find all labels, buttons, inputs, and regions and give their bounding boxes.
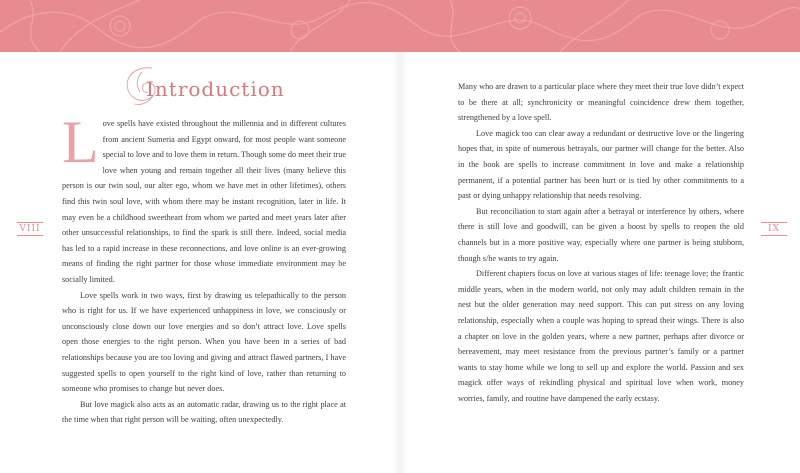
body-text-column bbox=[458, 79, 744, 406]
paragraph: But reconciliation to start again after a betrayal or interference by others, where there is still love and goodwill, can be given a boost by spells to reopen the old channels but in a more positive way, especially where one partner is being stubborn, though s/he wants to try again. bbox=[458, 206, 744, 263]
floral-pattern-ornament bbox=[0, 0, 800, 52]
chapter-heading bbox=[120, 64, 320, 108]
paragraph: Many who are drawn to a particular place where they meet their true love didn’t expect to be there at all; synchronicity or meaningful coincidence drew them together, strengthened by a love spell. bbox=[458, 82, 744, 123]
paragraph bbox=[62, 109, 346, 288]
left-page bbox=[0, 52, 400, 473]
decorative-header-banner bbox=[0, 0, 800, 52]
page-number-right: IX bbox=[760, 222, 788, 236]
right-page bbox=[400, 52, 800, 473]
body-text-column bbox=[62, 109, 346, 428]
drop-cap: L bbox=[62, 109, 99, 175]
page-title: Introduction bbox=[146, 77, 285, 101]
paragraph-text: ove spells have existed throughout the millennia and in different cultures from ancient Sumeria and Egypt onward, for most people want someone special to love and to love them in return. Though some do meet their true love when young and remain together all their lives (many believe this person is our twin soul, our alter ego, whom we have met in other lifetimes), others find this twin soul love, with whom there may be instant recognition, later in life. It may even be a childhood sweetheart from whom we parted and meet years later after other unsuccessful relationships, to find the spark is still there. Indeed, social media has led to a rapid increase in these reconnections, and love online is an ever-growing means of finding the right partner for those whose immediate environment may be socially limited. bbox=[62, 119, 346, 284]
paragraph: Different chapters focus on love at various stages of life: teenage love; the frantic middle years, when in the modern world, not only may adult children remain in the nest but the older generation may need support. This can put stress on any loving relationship, especially when a couple was hoping to spread their wings. There is also a chapter on love in the golden years, where a new partner, perhaps after divorce or bereavement, may meet resistance from the previous partner’s family or a partner wants to stay home while we long to sell up and explore the world. Passion and sex magick offer ways of rekindling physical and spiritual love when work, money worries, family, and routine have dampened the early ecstasy. bbox=[458, 269, 744, 403]
paragraph: Love spells work in two ways, first by drawing us telepathically to the person who is right for us. If we have experienced unhappiness in love, we consciously or unconsciously close down our love energies and so don’t attract love. Love spells open those energies to the right person. When you have been in a series of bad relationships because you are too loving and giving and attract flawed partners, I have suggested spells to open yourself to the right kind of love, rather than returning to someone who promises to change but never does. bbox=[62, 290, 346, 394]
paragraph: But love magick also acts as an automatic radar, drawing us to the right place at the time when that right person will be waiting, often unexpectedly. bbox=[62, 399, 346, 425]
page-number-left: VIII bbox=[16, 222, 44, 236]
paragraph: Love magick too can clear away a redundant or destructive love or the lingering hopes that, in spite of numerous betrayals, our partner will change for the better. Also in the book are spells to increase commitment in love and make a relationship permanent, if a potential partner has been hurt or is tied by other commitments to a past or dying unhappy relationship that needs resolving. bbox=[458, 128, 744, 201]
